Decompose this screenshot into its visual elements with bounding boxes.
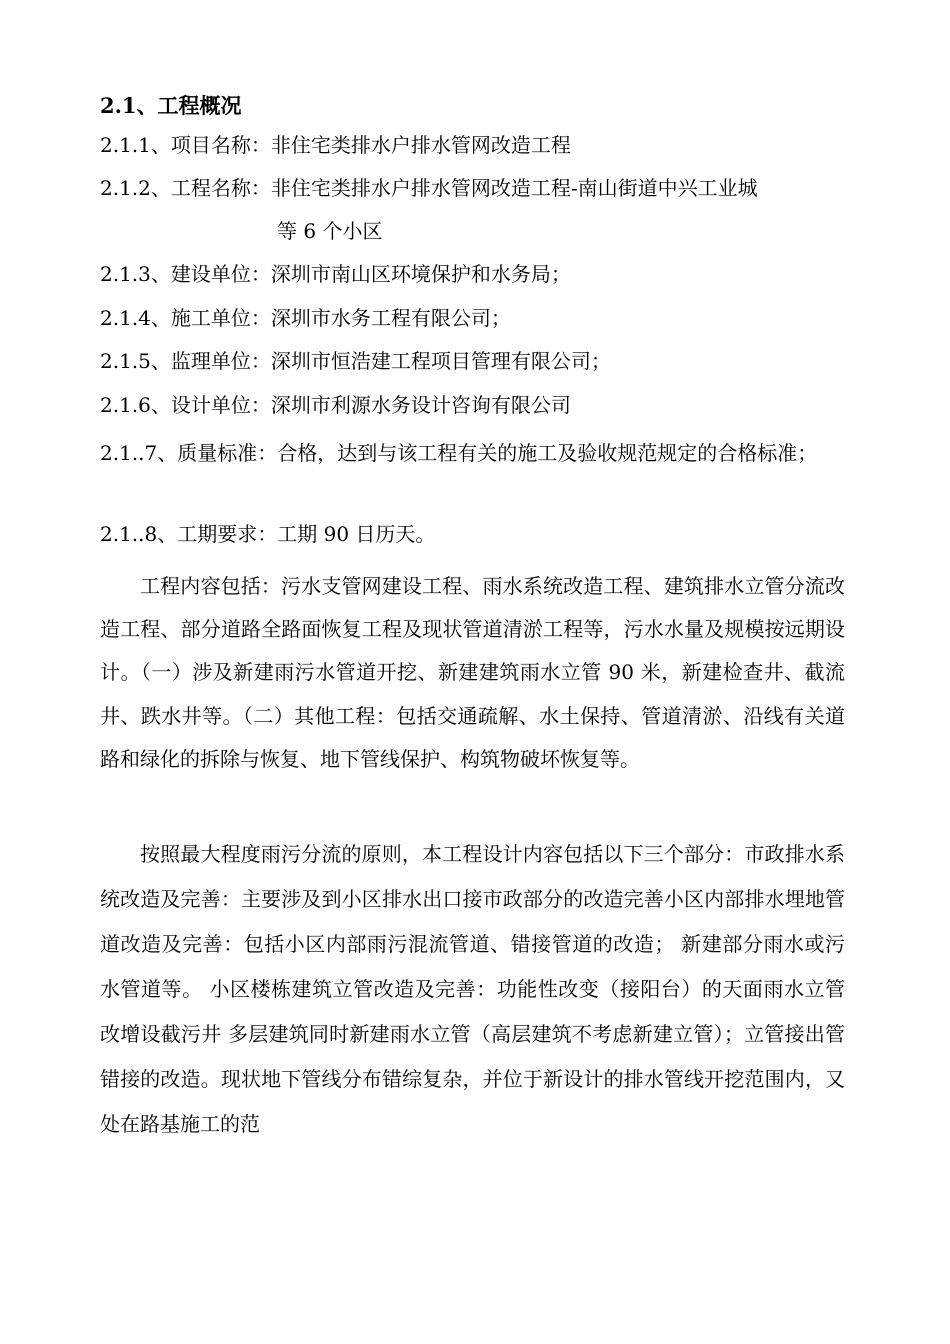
item-schedule: 2.1..8、工期要求：工期 90 日历天。 [100, 522, 436, 546]
item-engineering-name-continuation: 等 6 个小区 [277, 219, 383, 243]
paragraph-design-content: 按照最大程度雨污分流的原则，本工程设计内容包括以下三个部分：市政排水系统改造及完善：主要涉及到小区排水出口接市政部分的改造完善小区内部排水埋地管道改造及完善：包括小区内部雨污混流管道、错接管道的改造； 新建部分雨水或污水管道等。 小区楼栋建筑立管改造及完善：功能性改变（接阳台）的天面雨水立管改增设截污井 多层建筑同时新建雨水立管（高层建筑不考虑新建立管）；立管接出管错接的改造。现状地下管线分布错综复杂，并位于新设计的排水管线开挖范围内，又处在路基施工的范 [100, 842, 845, 1136]
item-engineering-name: 2.1.2、工程名称：非住宅类排水户排水管网改造工程-南山街道中兴工业城 [100, 176, 758, 200]
section-heading: 2.1、工程概况 [100, 93, 242, 118]
item-designer: 2.1.6、设计单位：深圳市利源水务设计咨询有限公司 [100, 393, 571, 417]
paragraph-scope: 工程内容包括：污水支管网建设工程、雨水系统改造工程、建筑排水立管分流改造工程、部分道路全路面恢复工程及现状管道清淤工程等，污水水量及规模按远期设计。（一）涉及新建雨污水管道开挖、新建建筑雨水立管 90 米，新建检查井、截流井、跌水井等。（二）其他工程：包括交通疏解、水土保持、管道清淤、沿线有关道路和绿化的拆除与恢复、地下管线保护、构筑物破坏恢复等。 [100, 574, 845, 771]
item-contractor: 2.1.4、施工单位：深圳市水务工程有限公司； [100, 306, 511, 330]
item-supervisor: 2.1.5、监理单位：深圳市恒浩建工程项目管理有限公司； [100, 349, 611, 373]
item-project-name: 2.1.1、项目名称：非住宅类排水户排水管网改造工程 [100, 133, 571, 157]
item-construction-owner: 2.1.3、建设单位：深圳市南山区环境保护和水务局； [100, 262, 571, 286]
item-quality-standard: 2.1..7、质量标准：合格，达到与该工程有关的施工及验收规范规定的合格标准； [100, 441, 818, 465]
